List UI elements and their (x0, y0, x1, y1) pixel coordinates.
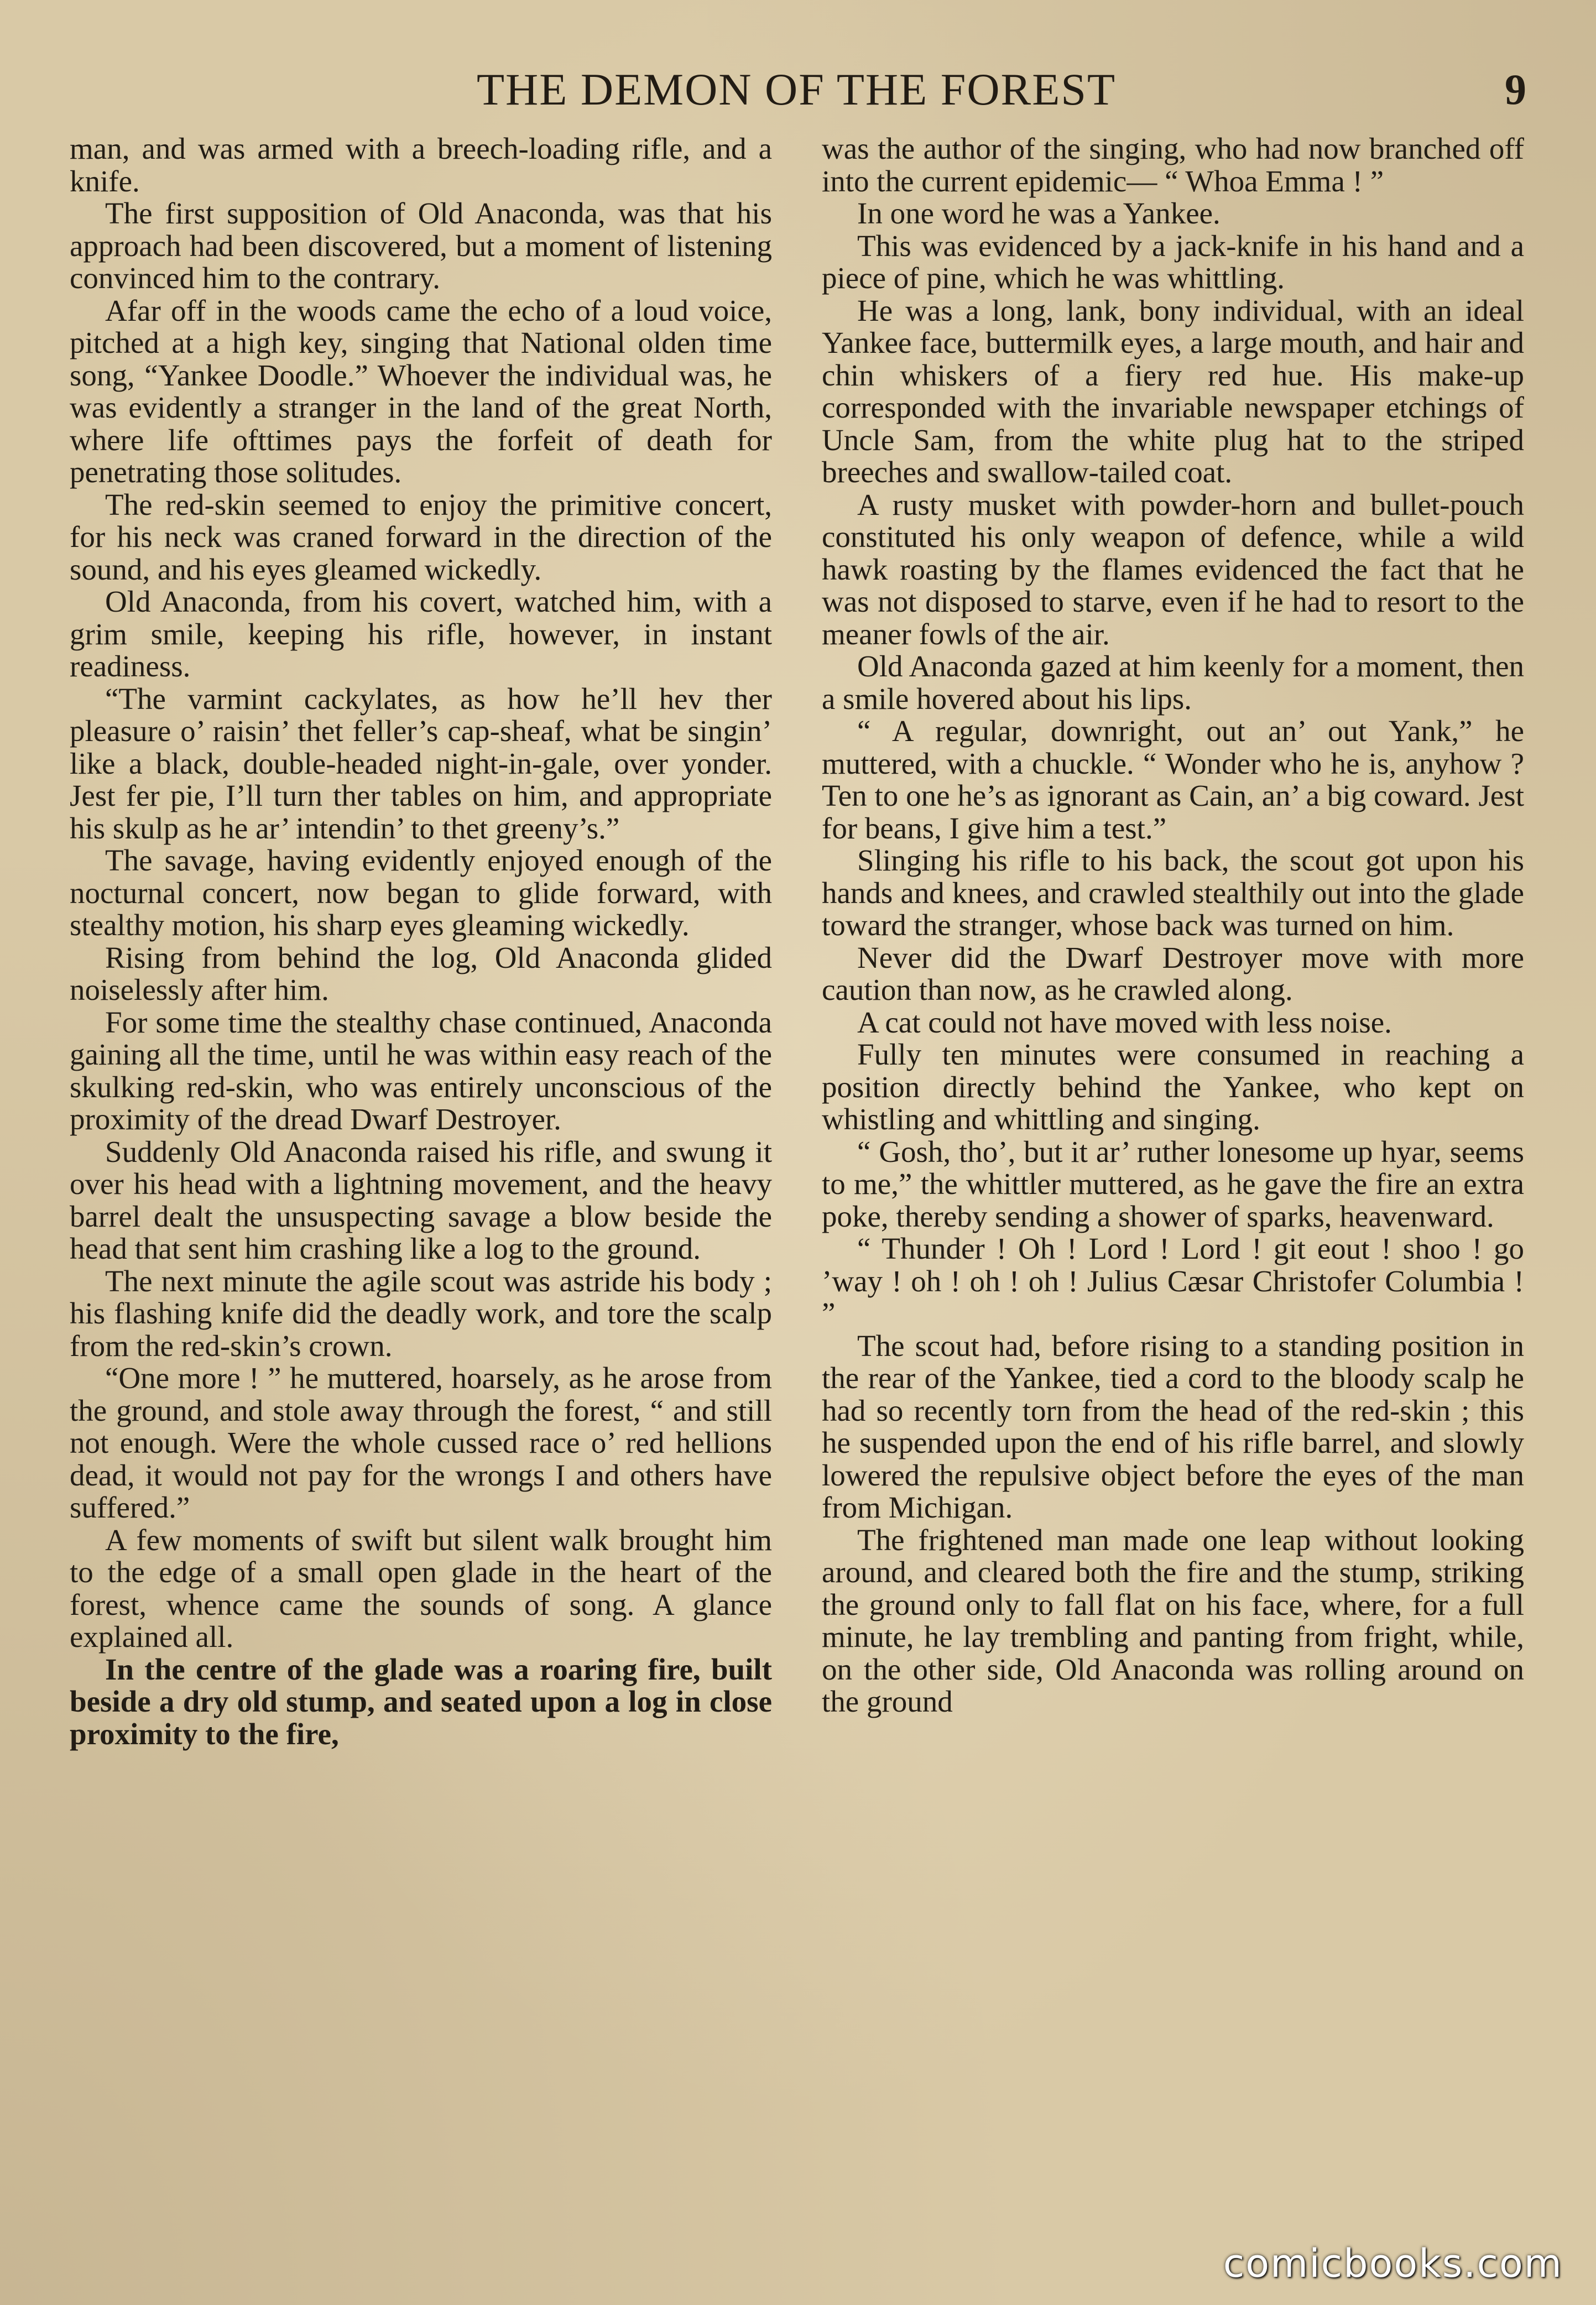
paragraph: Rising from behind the log, Old Anaconda glided noiselessly after him. (70, 940, 772, 1007)
paragraph: The next minute the agile scout was astride his body ; his flashing knife did the deadly work, and tore the scalp from the red-skin’s crown. (70, 1264, 772, 1363)
paragraph: “ Thunder ! Oh ! Lord ! Lord ! git eout ! shoo ! go ’way ! oh ! oh ! oh ! Julius Cæsar Christofer Columbia ! ” (822, 1232, 1524, 1330)
paragraph: was the author of the singing, who had now branched off into the current epidemic— “ Whoa Emma ! ” (822, 132, 1524, 198)
page-number: 9 (1505, 65, 1526, 113)
paragraph: Slinging his rifle to his back, the scout got upon his hands and knees, and crawled stealthily out into the glade toward the stranger, whose back was turned on him. (822, 843, 1524, 942)
paragraph: “The varmint cackylates, as how he’ll hev ther pleasure o’ raisin’ thet feller’s cap-sheaf, what be singin’ like a black, double-headed night-in-gale, over yonder. Jest fer pie, I’ll turn ther tables on him, and appropriate his skulp as he ar’ intendin’ to thet greeny’s.” (70, 681, 772, 845)
paragraph: man, and was armed with a breech-loading rifle, and a knife. (70, 132, 772, 198)
paragraph: The scout had, before rising to a standing position in the rear of the Yankee, tied a cord to the bloody scalp he had so recently torn from the head of the red-skin ; this he suspended upon the end of his rifle barrel, and slowly lowered the repulsive object before the eyes of the man from Michigan. (822, 1328, 1524, 1524)
paragraph: A rusty musket with powder-horn and bullet-pouch constituted his only weapon of defence, while a wild hawk roasting by the flames evidenced the fact that he was not disposed to starve, even if he had to resort to the meaner fowls of the air. (822, 487, 1524, 651)
paragraph: This was evidenced by a jack-knife in his hand and a piece of pine, which he was whittling. (822, 228, 1524, 295)
page-header (66, 62, 1526, 117)
paragraph: In one word he was a Yankee. (857, 196, 1221, 230)
paragraph: A few moments of swift but silent walk brought him to the edge of a small open glade in the heart of the forest, whence came the sounds of song. A glance explained all. (70, 1522, 772, 1654)
paragraph: “One more ! ” he muttered, hoarsely, as he arose from the ground, and stole away through the forest, “ and still not enough. Were the whole cussed race o’ red hellions dead, it would not pay for the wrongs I and others have suffered.” (70, 1361, 772, 1524)
paragraph: The red-skin seemed to enjoy the primitive concert, for his neck was craned forward in the direction of the sound, and his eyes gleamed wickedly. (70, 487, 772, 586)
paragraph: Fully ten minutes were consumed in reaching a position directly behind the Yankee, who kept on whistling and whittling and singing. (822, 1037, 1524, 1136)
paragraph: Old Anaconda, from his covert, watched him, with a grim smile, keeping his rifle, however, in instant readiness. (70, 585, 772, 683)
paragraph: “ Gosh, tho’, but it ar’ ruther lonesome up hyar, seems to me,” the whittler muttered, as he gave the fire an extra poke, thereby sending a shower of sparks, heavenward. (822, 1134, 1524, 1233)
left-column (70, 133, 772, 1750)
paragraph: Old Anaconda gazed at him keenly for a moment, then a smile hovered about his lips. (822, 649, 1524, 716)
paragraph: The savage, having evidently enjoyed enough of the nocturnal concert, now began to glide forward, with stealthy motion, his sharp eyes gleaming wickedly. (70, 843, 772, 942)
paragraph: The frightened man made one leap without looking around, and cleared both the fire and the stump, striking the ground only to fall flat on his face, where, for a full minute, he lay trembling and panting from fright, while, on the other side, Old Anaconda was rolling around on the ground (822, 1522, 1524, 1718)
paragraph: Never did the Dwarf Destroyer move with more caution than now, as he crawled along. (822, 940, 1524, 1007)
paragraph: The first supposition of Old Anaconda, was that his approach had been discovered, but a moment of listening convinced him to the contrary. (70, 196, 772, 295)
right-column (822, 133, 1524, 1718)
running-title: THE DEMON OF THE FOREST (476, 64, 1117, 114)
paragraph: Afar off in the woods came the echo of a loud voice, pitched at a high key, singing that National olden time song, “Yankee Doodle.” Whoever the individual was, he was evidently a stranger in the land of the great North, where life ofttimes pays the forfeit of death for penetrating those solitudes. (70, 293, 772, 489)
paragraph: Suddenly Old Anaconda raised his rifle, and swung it over his head with a lightning movement, and the heavy barrel dealt the unsuspecting savage a blow beside the head that sent him crashing like a log to the ground. (70, 1134, 772, 1265)
paragraph: A cat could not have moved with less noise. (857, 1005, 1392, 1039)
paragraph: For some time the stealthy chase continued, Anaconda gaining all the time, until he was within easy reach of the skulking red-skin, who was entirely unconscious of the proximity of the dread Dwarf Destroyer. (70, 1005, 772, 1136)
paragraph: “ A regular, downright, out an’ out Yank,” he muttered, with a chuckle. “ Wonder who he is, anyhow ? Ten to one he’s as ignorant as Cain, an’ a big coward. Jest for beans, I give him a test.” (822, 714, 1524, 845)
paragraph: In the centre of the glade was a roaring fire, built beside a dry old stump, and seated upon a log in close proximity to the fire, (70, 1652, 772, 1751)
site-watermark: comicbooks.com (1223, 2241, 1563, 2286)
paragraph: He was a long, lank, bony individual, with an ideal Yankee face, buttermilk eyes, a large mouth, and hair and chin whiskers of a fiery red hue. His make-up corresponded with the invariable newspaper etchings of Uncle Sam, from the white plug hat to the striped breeches and swallow-tailed coat. (822, 293, 1524, 489)
